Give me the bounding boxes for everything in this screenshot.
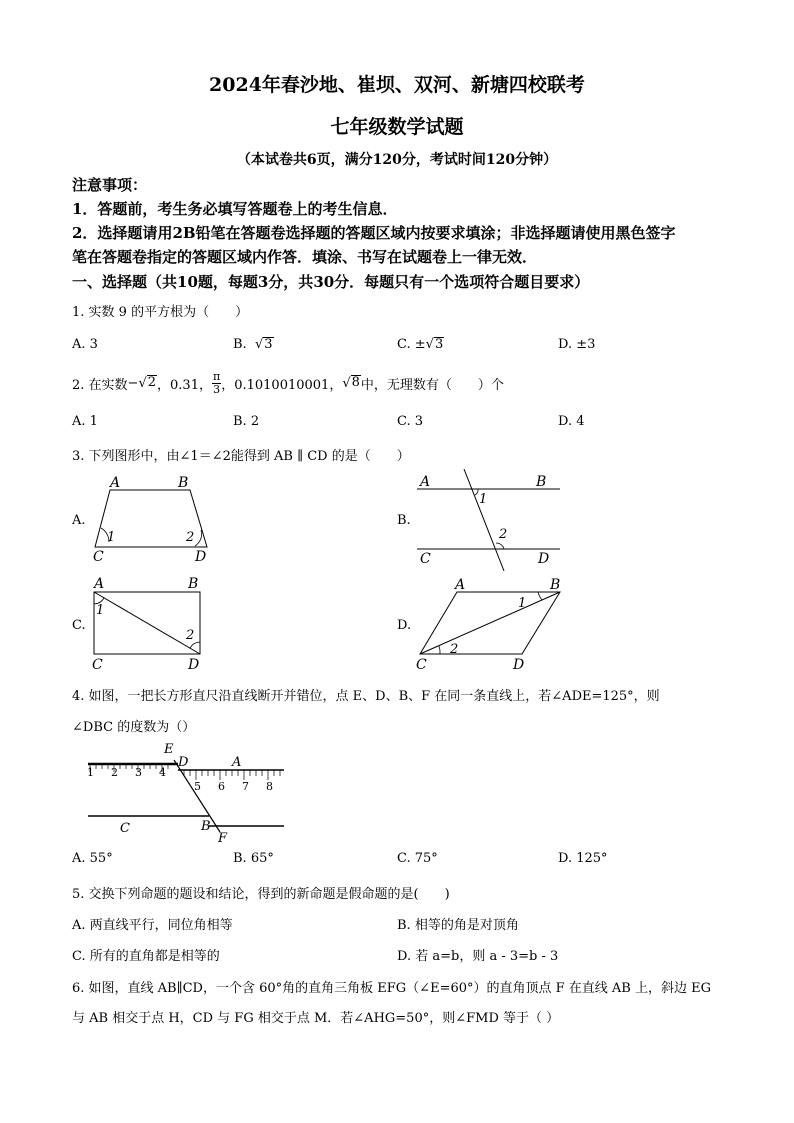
q2-stem xyxy=(72,371,504,395)
q2-option-c: C. 3 xyxy=(397,414,424,429)
label-b: B xyxy=(188,576,199,592)
q4-ruler-figure xyxy=(84,738,289,846)
angle-2: 2 xyxy=(186,530,195,545)
q5-option-a: A. 两直线平行，同位角相等 xyxy=(72,918,233,933)
q3-option-a-label: A. xyxy=(72,513,86,528)
exam-subtitle: 七年级数学试题 xyxy=(330,116,464,138)
ruler-number-4: 4 xyxy=(159,766,166,779)
q6-stem-line-2: 与 AB 相交于点 H，CD 与 FG 相交于点 M．若∠AHG=50°，则∠FMD 等于（ ） xyxy=(72,1011,560,1026)
q4-stem-line-2: ∠DBC 的度数为（） xyxy=(72,720,196,735)
ruler-number-1: 1 xyxy=(87,766,94,779)
label-c: C xyxy=(93,549,104,565)
label-a: A xyxy=(94,576,105,592)
q3-stem: 3. 下列图形中，由∠1＝∠2能得到 AB ∥ CD 的是（ ） xyxy=(72,449,410,464)
q1-option-b-radicand: 3 xyxy=(264,337,273,352)
ruler-number-7: 7 xyxy=(242,780,249,793)
angle-2: 2 xyxy=(450,642,459,657)
q3-figure-c xyxy=(88,572,213,674)
q1-option-a: A. 3 xyxy=(72,337,98,352)
label-d: D xyxy=(195,549,207,565)
q1-option-c xyxy=(397,337,444,352)
q4-option-a: A. 55° xyxy=(72,851,113,866)
q2-frac-denominator: 3 xyxy=(213,382,221,396)
angle-2: 2 xyxy=(186,628,195,643)
q3-figure-d xyxy=(412,572,572,674)
q4-option-d: D. 125° xyxy=(558,851,608,866)
label-d: D xyxy=(538,551,550,567)
ruler-number-8: 8 xyxy=(266,780,273,793)
q2-option-b: B. 2 xyxy=(233,414,260,429)
q5-option-c: C. 所有的直角都是相等的 xyxy=(72,949,220,964)
q2-option-a: A. 1 xyxy=(72,414,98,429)
q3-option-c-label: C. xyxy=(72,618,86,633)
label-e: E xyxy=(164,742,174,757)
angle-1: 1 xyxy=(107,530,116,545)
ruler-number-3: 3 xyxy=(135,766,142,779)
q3-option-b-label: B. xyxy=(397,513,411,528)
q3-option-d-label: D. xyxy=(397,618,412,633)
q2-neg-sign: − xyxy=(127,375,139,391)
label-b: B xyxy=(201,819,211,834)
label-b: B xyxy=(550,577,561,593)
q3-figure-b xyxy=(412,467,572,575)
angle-1: 1 xyxy=(479,492,488,507)
q5-stem: 5. 交换下列命题的题设和结论，得到的新命题是假命题的是( ) xyxy=(72,887,450,902)
ruler-number-2: 2 xyxy=(111,766,118,779)
label-c: C xyxy=(120,821,130,836)
sqrt-symbol: √ xyxy=(342,375,351,391)
angle-2: 2 xyxy=(499,527,508,542)
label-c: C xyxy=(416,657,427,673)
q2-separator-2: ，0.1010010001， xyxy=(221,377,343,393)
angle-1: 1 xyxy=(518,596,527,611)
q2-stem-prefix: 2. 在实数 xyxy=(72,377,128,393)
sqrt-symbol: √ xyxy=(425,337,434,352)
q2-stem-suffix: 中，无理数有（ ）个 xyxy=(360,377,504,393)
notes-heading: 注意事项： xyxy=(72,176,148,194)
notes-item-2-line-2: 笔在答题卷指定的答题区域内作答．填涂、书写在试题卷上一律无效． xyxy=(72,248,538,266)
angle-1: 1 xyxy=(96,603,105,618)
q4-stem-line-1: 4. 如图，一把长方形直尺沿直线断开并错位，点 E、D、B、F 在同一条直线上，若∠ADE=125°，则 xyxy=(72,689,660,704)
label-c: C xyxy=(420,551,431,567)
label-b: B xyxy=(536,474,547,490)
label-d: D xyxy=(178,755,189,770)
q2-option-d: D. 4 xyxy=(558,414,585,429)
q2-radicand-8: 8 xyxy=(351,375,360,391)
q2-separator-1: ，0.31， xyxy=(157,377,212,393)
label-b: B xyxy=(178,475,189,491)
q4-option-b: B. 65° xyxy=(233,851,274,866)
q1-stem: 1. 实数 9 的平方根为（ ） xyxy=(72,305,249,320)
sqrt-symbol: √ xyxy=(138,375,147,391)
q1-option-d: D. ±3 xyxy=(558,337,596,352)
q5-option-b: B. 相等的角是对顶角 xyxy=(397,918,519,933)
label-d: D xyxy=(188,657,200,673)
notes-item-2-line-1: 2．选择题请用2B铅笔在答题卷选择题的答题区域内按要求填涂；非选择题请使用黑色签字 xyxy=(72,224,676,242)
q2-pi-over-3 xyxy=(212,371,221,395)
label-d: D xyxy=(513,657,525,673)
label-c: C xyxy=(92,657,103,673)
q1-option-b xyxy=(233,337,274,352)
q2-radicand-2: 2 xyxy=(147,375,157,391)
q5-option-d: D. 若 a=b，则 a - 3=b - 3 xyxy=(397,949,559,964)
exam-info: （本试卷共6页，满分120分，考试时间120分钟） xyxy=(236,152,558,168)
q1-option-c-prefix: C. ± xyxy=(397,337,426,352)
section-heading: 一、选择题（共10题，每题3分，共30分．每题只有一个选项符合题目要求） xyxy=(72,273,590,291)
q4-option-c: C. 75° xyxy=(397,851,438,866)
q1-option-b-prefix: B. xyxy=(233,337,247,352)
q1-option-c-radicand: 3 xyxy=(434,337,444,352)
q3-figure-a xyxy=(85,470,220,565)
q6-stem-line-1: 6. 如图，直线 AB∥CD，一个含 60°角的直角三角板 EFG（∠E=60°）的直角顶点 F 在直线 AB 上，斜边 EG xyxy=(72,981,711,996)
label-a: A xyxy=(232,755,242,770)
label-a: A xyxy=(420,474,431,490)
ruler-number-5: 5 xyxy=(194,780,201,793)
exam-title: 2024年春沙地、崔坝、双河、新塘四校联考 xyxy=(209,74,585,96)
q2-frac-numerator: π xyxy=(212,370,221,383)
label-a: A xyxy=(455,577,466,593)
sqrt-symbol: √ xyxy=(250,337,264,352)
ruler-number-6: 6 xyxy=(218,780,225,793)
label-a: A xyxy=(110,475,121,491)
notes-item-1: 1．答题前，考生务必填写答题卷上的考生信息． xyxy=(72,200,398,218)
label-f: F xyxy=(218,831,228,846)
